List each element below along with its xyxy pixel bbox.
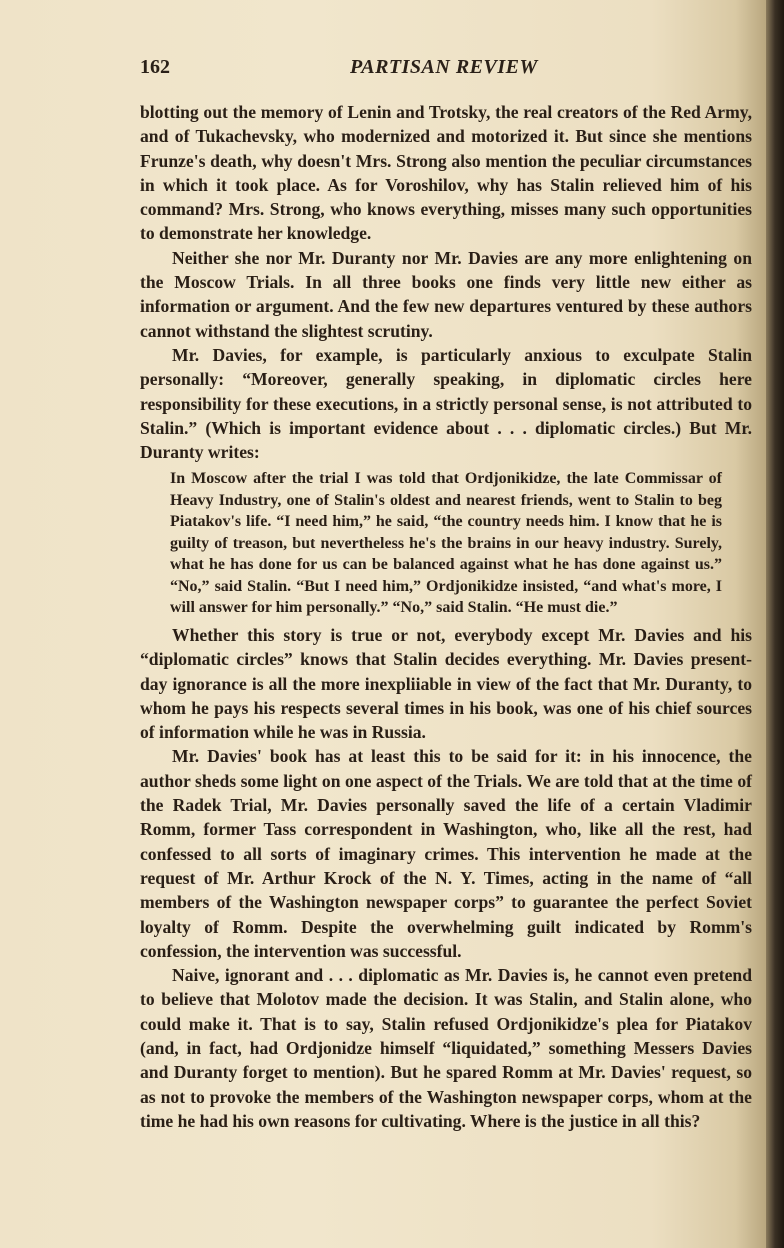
running-head: PARTISAN REVIEW (350, 56, 538, 78)
paragraph: blotting out the memory of Lenin and Trotsky, the real creators of the Red Army, and of Tukachevsky, who modernized and motorized it. But since she mentions Frunze's death, why doesn't Mrs. Strong also mention the peculiar circumstances in which it took place. As for Voroshilov, why has Stalin relieved him of his command? Mrs. Strong, who knows everything, misses many such opportunities to demonstrate her knowledge. (140, 102, 752, 244)
body-text (140, 100, 752, 1133)
paragraph: Mr. Davies' book has at least this to be said for it: in his innocence, the author sheds some light on one aspect of the Trials. We are told that at the time of the Radek Trial, Mr. Davies personally saved the life of a certain Vladimir Romm, former Tass correspondent in Washington, who, like all the rest, had confessed to all sorts of imaginary crimes. This intervention he made at the request of Mr. Arthur Krock of the N. Y. Times, acting in the name of “all members of the Washington newspaper corps” to guarantee the perfect Soviet loyalty of Romm. Despite the overwhelming guilt indicated by Romm's confession, the intervention was successful. (140, 746, 752, 961)
block-quote-text: In Moscow after the trial I was told that Ordjonikidze, the late Commissar of Heavy Industry, one of Stalin's oldest and nearest friends, went to Stalin to beg Piatakov's life. “I need him,” he said, “the country needs him. I know that he is guilty of treason, but nevertheless he's the brains in our heavy industry. Surely, what he has done for us can be balanced against what he has done against us.” “No,” said Stalin. “But I need him,” Ordjonikidze insisted, “and what's more, I will answer for him personally.” “No,” said Stalin. “He must die.” (170, 470, 722, 617)
page-header (140, 56, 750, 90)
paragraph: Mr. Davies, for example, is particularly anxious to exculpate Stalin personally: “Moreover, generally speaking, in diplomatic circles here responsibility for these executions, in a strictly personal sense, is not attributed to Stalin.” (Which is important evidence about . . . diplomatic circles.) But Mr. Duranty writes: (140, 344, 752, 463)
page-number: 162 (140, 56, 170, 78)
paragraph: Neither she nor Mr. Duranty nor Mr. Davies are any more enlightening on the Moscow Trials. In all three books one finds very little new either as information or argument. And the few new departures ventured by these authors cannot withstand the slightest scrutiny. (140, 247, 752, 341)
paragraph: Whether this story is true or not, everybody except Mr. Davies and his “diplomatic circles” knows that Stalin decides everything. Mr. Davies present-day ignorance is all the more inexpliiable in view of the fact that Mr. Duranty, to whom he pays his respects several times in his book, was one of his chief sources of information while he was in Russia. (140, 624, 752, 743)
block-quote (170, 468, 722, 619)
book-spine-edge (766, 0, 784, 1248)
paragraph: Naive, ignorant and . . . diplomatic as Mr. Davies is, he cannot even pretend to believe that Molotov made the decision. It was Stalin, and Stalin alone, who could make it. That is to say, Stalin refused Ordjonikidze's plea for Piatakov (and, in fact, had Ordjonidze himself “liquidated,” something Messers Davies and Duranty forget to mention). But he spared Romm at Mr. Davies' request, so as not to provoke the members of the Washington newspaper corps, whom at the time he had his own reasons for cultivating. Where is the justice in all this? (140, 965, 752, 1131)
